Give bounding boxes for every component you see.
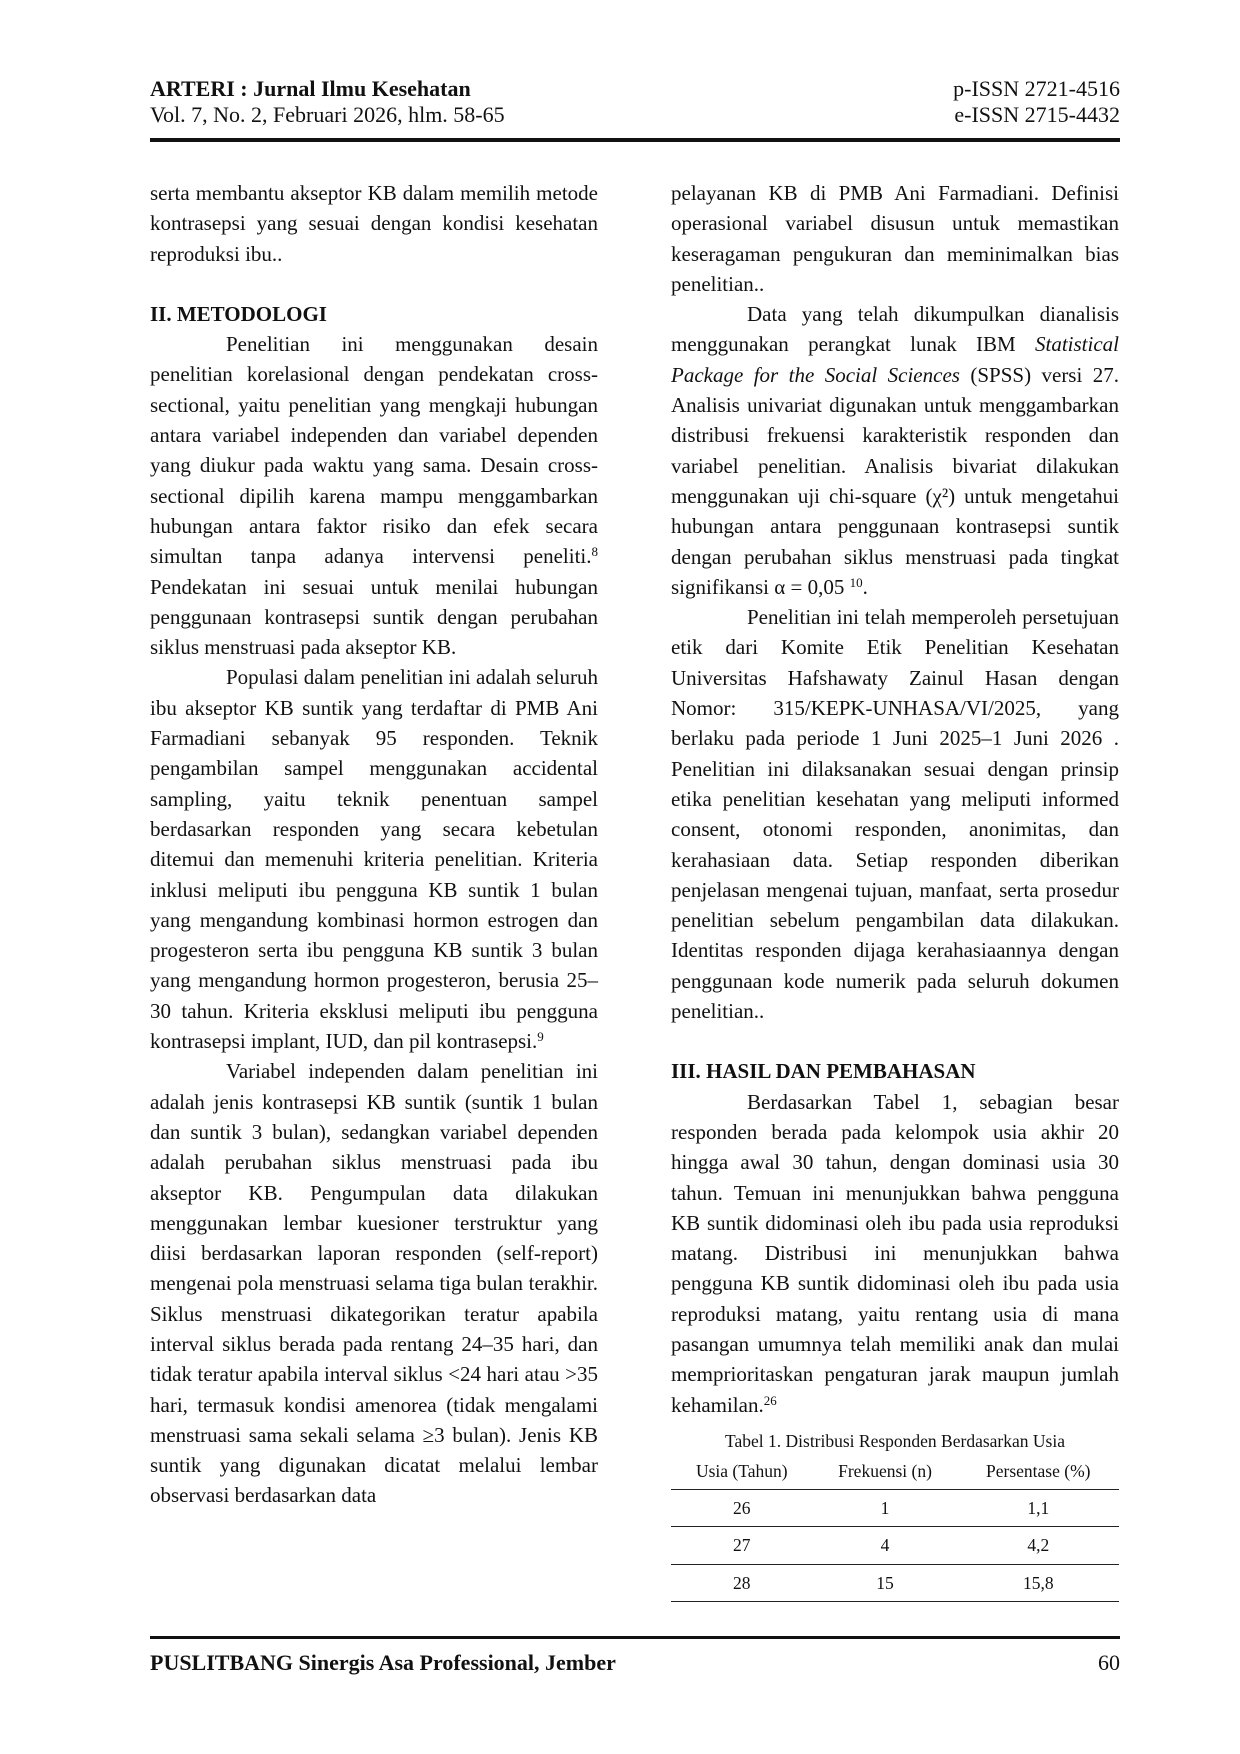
table-header-cell: Frekuensi (n) xyxy=(838,1460,932,1481)
table-cell: 4 xyxy=(813,1527,958,1564)
paragraph xyxy=(150,329,598,662)
paragraph: pelayanan KB di PMB Ani Farmadiani. Definisi operasional variabel disusun untuk memastikan keseragaman pengukuran dan meminimalkan bias penelitian.. xyxy=(671,181,1119,296)
citation: 26 xyxy=(763,1392,777,1408)
table-cell: 15,8 xyxy=(958,1564,1119,1601)
table-cell: 26 xyxy=(671,1490,813,1527)
header-rule xyxy=(150,138,1120,142)
text: Data yang telah dikumpulkan dianalisis menggunakan perangkat lunak IBM xyxy=(671,302,1119,357)
text: Populasi dalam penelitian ini adalah seluruh ibu akseptor KB suntik yang terdaftar di PMB Ani Farmadiani sebanyak 95 responden. Teknik pengambilan sampel menggunakan accidental sampling, yaitu teknik penentuan sampel berdasarkan responden yang secara kebetulan ditemui dan memenuhi kriteria penelitian. Kriteria inklusi meliputi ibu pengguna KB suntik 1 bulan yang mengandung kombinasi hormon estrogen dan progesteron serta ibu pengguna KB suntik 3 bulan yang mengandung hormon progesteron, berusia 25–30 tahun. Kriteria eksklusi meliputi ibu pengguna kontrasepsi implant, IUD, dan pil kontrasepsi. xyxy=(150,665,598,1054)
table-caption: Tabel 1. Distribusi Responden Berdasarkan Usia xyxy=(725,1430,1065,1451)
paragraph xyxy=(150,662,598,1056)
pissn: p-ISSN 2721-4516 xyxy=(953,76,1120,101)
paragraph xyxy=(671,1087,1119,1420)
page-number: 60 xyxy=(1098,1650,1120,1675)
header-left xyxy=(150,76,505,128)
right-column xyxy=(671,178,1119,1602)
table-cell: 28 xyxy=(671,1564,813,1601)
paragraph: serta membantu akseptor KB dalam memilih metode kontrasepsi yang sesuai dengan kondisi kesehatan reproduksi ibu.. xyxy=(150,181,598,266)
publisher: PUSLITBANG Sinergis Asa Professional, Jember xyxy=(150,1650,616,1675)
spacer xyxy=(671,1026,1119,1056)
citation: 8 xyxy=(591,544,598,560)
text: Pendekatan ini sesuai untuk menilai hubungan penggunaan kontrasepsi suntik dengan perubahan siklus menstruasi pada akseptor KB. xyxy=(150,574,598,660)
table-row xyxy=(671,1490,1119,1527)
italic-term: Statistical Package for the Social Sciences xyxy=(671,332,1119,387)
paragraph xyxy=(671,299,1119,602)
table-header-cell: Usia (Tahun) xyxy=(695,1460,788,1481)
table-row xyxy=(671,1564,1119,1601)
journal-volume: Vol. 7, No. 2, Februari 2026, hlm. 58-65 xyxy=(150,102,505,127)
spacer xyxy=(150,269,598,299)
text: (SPSS) versi 27. Analisis univariat digunakan untuk menggambarkan distribusi frekuensi karakteristik responden dan variabel penelitian. Analisis bivariat dilakukan menggunakan uji chi-square (χ²) untuk mengetahui hubungan antara penggunaan kontrasepsi suntik dengan perubahan siklus menstruasi pada tingkat signifikansi α = 0,05 xyxy=(671,362,1119,599)
paragraph: Penelitian ini telah memperoleh persetujuan etik dari Komite Etik Penelitian Kesehatan Universitas Hafshawaty Zainul Hasan dengan Nomor: 315/KEPK-UNHASA/VI/2025, yang berlaku pada periode 1 Juni 2025–1 Juni 2026 . Penelitian ini dilaksanakan sesuai dengan prinsip etika penelitian kesehatan yang meliputi informed consent, otonomi responden, anonimitas, dan kerahasiaan data. Setiap responden diberikan penjelasan mengenai tujuan, manfaat, serta prosedur penelitian sebelum pengambilan data dilakukan. Identitas responden dijaga kerahasiaannya dengan penggunaan kode numerik pada seluruh dokumen penelitian.. xyxy=(671,605,1119,1024)
section-heading-hasil: III. HASIL DAN PEMBAHASAN xyxy=(671,1059,976,1084)
table-usia xyxy=(671,1454,1119,1602)
text: Penelitian ini menggunakan desain penelitian korelasional dengan pendekatan cross-sectional, yaitu penelitian yang mengkaji hubungan antara variabel independen dan variabel dependen yang diukur pada waktu yang sama. Desain cross-sectional dipilih karena mampu menggambarkan hubungan antara faktor risiko dan efek secara simultan tanpa adanya intervensi peneliti. xyxy=(150,332,598,569)
citation: 9 xyxy=(537,1029,544,1045)
table-cell: 1,1 xyxy=(958,1490,1119,1527)
table-header-cell: Persentase (%) xyxy=(986,1460,1091,1481)
footer-rule xyxy=(150,1636,1120,1639)
eissn: e-ISSN 2715-4432 xyxy=(954,102,1120,127)
table-cell: 15 xyxy=(813,1564,958,1601)
table-row xyxy=(671,1527,1119,1564)
text: . xyxy=(862,574,868,599)
text: Berdasarkan Tabel 1, sebagian besar responden berada pada kelompok usia akhir 20 hingga awal 30 tahun, dengan dominasi usia 30 tahun. Temuan ini menunjukkan bahwa pengguna KB suntik didominasi oleh ibu pada usia reproduksi matang. Distribusi ini menunjukkan bahwa pengguna KB suntik didominasi oleh ibu pada usia reproduksi matang, yaitu rentang usia di mana pasangan umumnya telah memiliki anak dan mulai memprioritaskan pengaturan jarak maupun jumlah kehamilan. xyxy=(671,1089,1119,1417)
paragraph: Variabel independen dalam penelitian ini adalah jenis kontrasepsi KB suntik (suntik 1 bulan dan suntik 3 bulan), sedangkan variabel dependen adalah perubahan siklus menstruasi pada ibu akseptor KB. Pengumpulan data dilakukan menggunakan lembar kuesioner terstruktur yang diisi berdasarkan laporan responden (self-report) mengenai pola menstruasi selama tiga bulan terakhir. Siklus menstruasi dikategorikan teratur apabila interval siklus berada pada rentang 24–35 hari, dan tidak teratur apabila interval siklus <24 hari atau >35 hari, termasuk kondisi amenorea (tidak mengalami menstruasi sama sekali selama ≥3 bulan). Jenis KB suntik yang digunakan dicatat melalui lembar observasi berdasarkan data xyxy=(150,1059,598,1508)
table-cell: 1 xyxy=(813,1490,958,1527)
table-header-row xyxy=(671,1454,1119,1490)
section-heading-metodologi: II. METODOLOGI xyxy=(150,301,327,326)
journal-title: ARTERI : Jurnal Ilmu Kesehatan xyxy=(150,76,471,101)
left-column xyxy=(150,178,598,1511)
header-right xyxy=(953,76,1120,128)
citation: 10 xyxy=(849,574,863,590)
table-cell: 4,2 xyxy=(958,1527,1119,1564)
table-cell: 27 xyxy=(671,1527,813,1564)
